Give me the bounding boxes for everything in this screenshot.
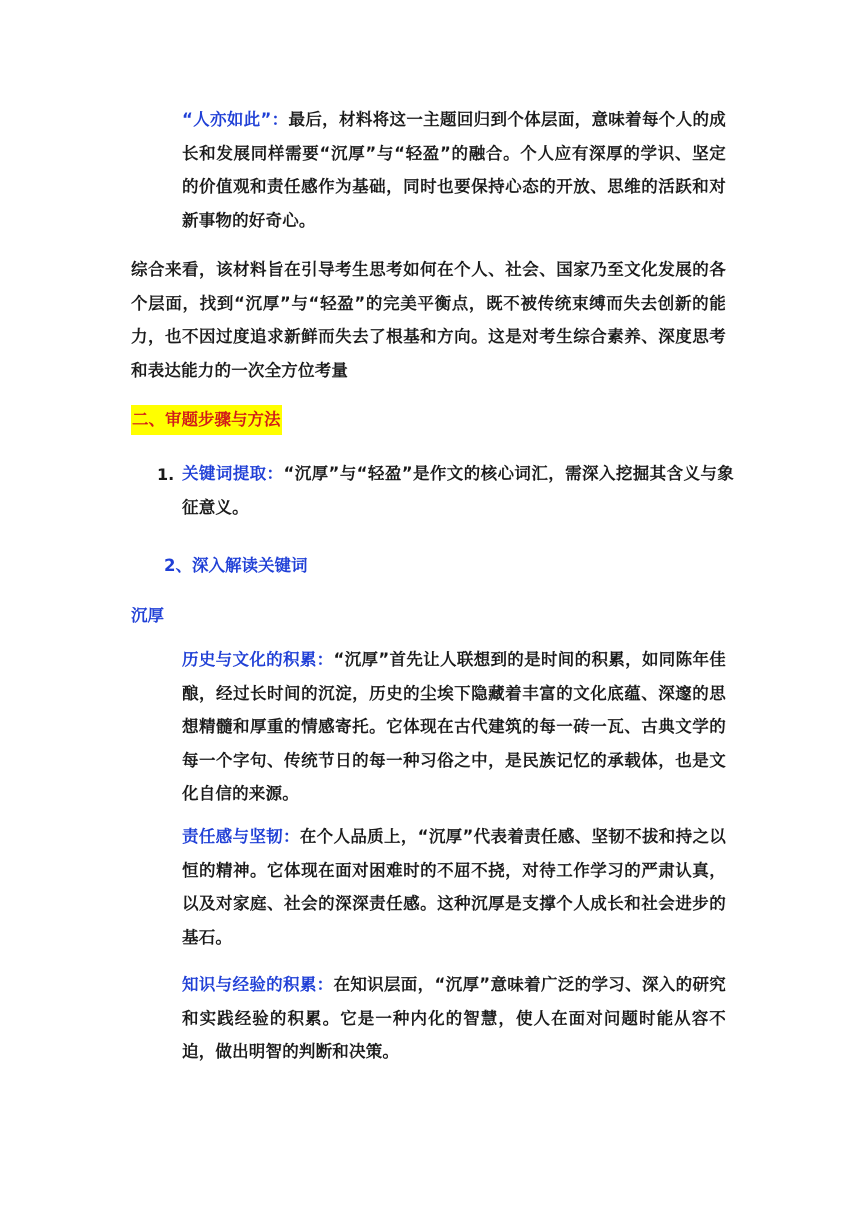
item-label: 历史与文化的积累： xyxy=(182,650,334,669)
summary-text: 综合来看，该材料旨在引导考生思考如何在个人、社会、国家乃至文化发展的各个层面，找到“沉厚”与“轻盈”的完美平衡点，既不被传统束缚而失去创新的能力，也不因过度追求新鲜而失去了根基和方向。这是对考生综合素养、深度思考和表达能力的一次全方位考量 xyxy=(131,260,726,380)
item-text: 在知识层面，“沉厚”意味着广泛的学习、深入的研究和实践经验的积累。它是一种内化的智慧，使人在面对问题时能从容不迫，做出明智的判断和决策。 xyxy=(182,975,726,1061)
chenhou-item-knowledge xyxy=(182,968,726,1069)
item-text: 在个人品质上，“沉厚”代表着责任感、坚韧不拔和持之以恒的精神。它体现在面对困难时的不屈不挠，对待工作学习的严肃认真，以及对家庭、社会的深深责任感。这种沉厚是支撑个人成长和社会进步的基石。 xyxy=(182,827,727,947)
paragraph-ren-yi-ru-ci xyxy=(182,103,726,237)
summary-paragraph xyxy=(131,253,726,387)
chenhou-item-responsibility xyxy=(182,820,726,954)
paragraph-text: 最后，材料将这一主题回归到个体层面，意味着每个人的成长和发展同样需要“沉厚”与“轻盈”的融合。个人应有深厚的学识、坚定的价值观和责任感作为基础，同时也要保持心态的开放、思维的活跃和对新事物的好奇心。 xyxy=(182,110,726,230)
item-text: “沉厚”首先让人联想到的是时间的积累，如同陈年佳酿，经过长时间的沉淀，历史的尘埃下隐藏着丰富的文化底蕴、深邃的思想精髓和厚重的情感寄托。它体现在古代建筑的每一砖一瓦、古典文学的每一个字句、传统节日的每一种习俗之中，是民族记忆的承载体，也是文化自信的来源。 xyxy=(182,650,726,803)
list-item-label: 关键词提取： xyxy=(182,464,284,483)
section-heading: 二、审题步骤与方法 xyxy=(131,405,282,435)
term-heading-chenhou: 沉厚 xyxy=(131,606,164,625)
sub-heading-keyword-interpretation: 2、深入解读关键词 xyxy=(164,556,308,575)
item-label: 责任感与坚韧： xyxy=(182,827,300,846)
item-label: 知识与经验的积累： xyxy=(182,975,334,994)
list-number: 1. xyxy=(157,465,175,484)
list-item-keyword-extraction xyxy=(182,457,734,524)
chenhou-item-history xyxy=(182,643,726,811)
paragraph-label: “人亦如此”： xyxy=(182,110,289,129)
list-item-text: “沉厚”与“轻盈”是作文的核心词汇，需深入挖掘其含义与象征意义。 xyxy=(182,464,735,517)
